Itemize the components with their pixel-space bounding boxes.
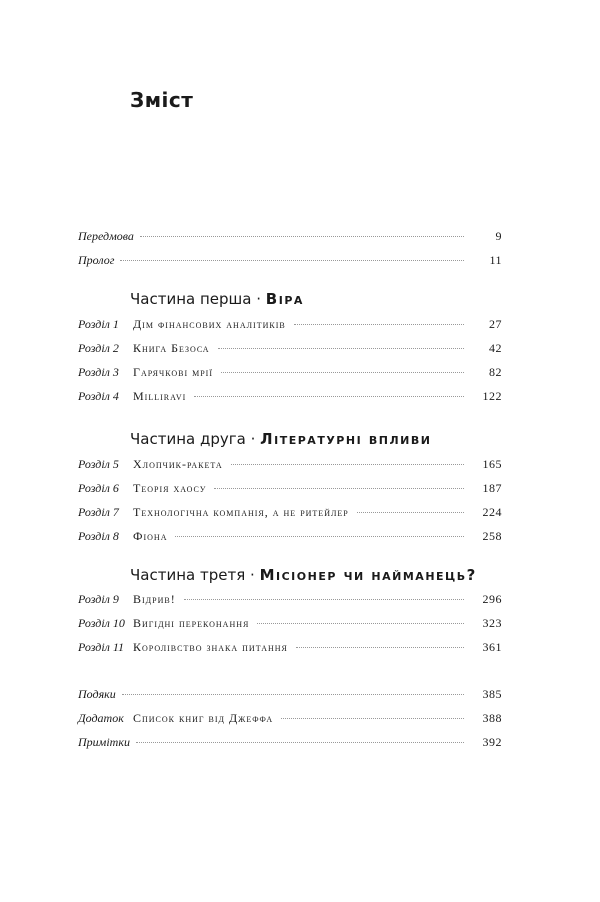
chapter-label: Розділ 1 [78, 317, 119, 331]
chapter-title: Теорія хаосу [133, 481, 207, 495]
chapter-title: Технологічна компанія, а не ритейлер [133, 505, 349, 519]
toc-entry[interactable] [78, 253, 502, 271]
toc-entry[interactable] [78, 592, 502, 610]
page-number: 11 [489, 253, 502, 267]
leader-dots [231, 464, 464, 465]
toc-entry[interactable] [78, 616, 502, 634]
page-number: 187 [482, 481, 502, 495]
chapter-title: Відрив! [133, 592, 176, 606]
page-number: 392 [482, 735, 502, 749]
leader-dots [194, 396, 464, 397]
page-number: 323 [482, 616, 502, 630]
chapter-title: Milliravi [133, 389, 187, 403]
chapter-label: Розділ 5 [78, 457, 119, 471]
chapter-label: Розділ 9 [78, 592, 119, 606]
page-number: 224 [482, 505, 502, 519]
page-number: 9 [495, 229, 502, 243]
leader-dots [294, 324, 464, 325]
chapter-label: Розділ 8 [78, 529, 119, 543]
leader-dots [140, 236, 464, 237]
leader-dots [214, 488, 464, 489]
entry-title: Список книг від Джеффа [133, 711, 274, 725]
toc-entry[interactable] [78, 229, 502, 247]
toc-entry[interactable] [78, 529, 502, 547]
page-number: 385 [482, 687, 502, 701]
chapter-title: Книга Безоса [133, 341, 210, 355]
toc-entry[interactable] [78, 640, 502, 658]
toc-entry[interactable] [78, 711, 502, 729]
chapter-title: Вигідні переконання [133, 616, 250, 630]
leader-dots [136, 742, 464, 743]
entry-label: Передмова [78, 229, 134, 243]
toc-entry[interactable] [78, 457, 502, 475]
page-number: 296 [482, 592, 502, 606]
leader-dots [218, 348, 464, 349]
entry-label: Примітки [78, 735, 130, 749]
part-heading: Частина третя · Місіонер чи найманець? [130, 566, 477, 584]
page-title: Зміст [130, 88, 194, 112]
chapter-label: Розділ 10 [78, 616, 125, 630]
page-number: 388 [482, 711, 502, 725]
toc-entry[interactable] [78, 341, 502, 359]
toc-entry[interactable] [78, 481, 502, 499]
page-number: 361 [482, 640, 502, 654]
page-number: 122 [482, 389, 502, 403]
leader-dots [296, 647, 464, 648]
toc-entry[interactable] [78, 735, 502, 753]
page-number: 82 [489, 365, 502, 379]
page-number: 258 [482, 529, 502, 543]
page-number: 27 [489, 317, 502, 331]
chapter-label: Розділ 6 [78, 481, 119, 495]
chapter-title: Дім фінансових аналітиків [133, 317, 286, 331]
toc-entry[interactable] [78, 389, 502, 407]
page-number: 165 [482, 457, 502, 471]
leader-dots [257, 623, 464, 624]
leader-dots [122, 694, 464, 695]
leader-dots [357, 512, 464, 513]
toc-entry[interactable] [78, 365, 502, 383]
chapter-label: Розділ 7 [78, 505, 119, 519]
entry-label: Пролог [78, 253, 115, 267]
chapter-title: Хлопчик-ракета [133, 457, 223, 471]
leader-dots [281, 718, 464, 719]
toc-entry[interactable] [78, 317, 502, 335]
leader-dots [184, 599, 464, 600]
entry-label: Додаток [78, 711, 124, 725]
chapter-label: Розділ 11 [78, 640, 125, 654]
part-heading: Частина друга · Літературні впливи [130, 430, 432, 448]
chapter-label: Розділ 3 [78, 365, 119, 379]
page-number: 42 [489, 341, 502, 355]
toc-entry[interactable] [78, 687, 502, 705]
toc-entry[interactable] [78, 505, 502, 523]
leader-dots [175, 536, 464, 537]
chapter-title: Королівство знака питання [133, 640, 288, 654]
entry-label: Подяки [78, 687, 116, 701]
leader-dots [120, 260, 464, 261]
chapter-title: Фіона [133, 529, 168, 543]
chapter-label: Розділ 4 [78, 389, 119, 403]
chapter-label: Розділ 2 [78, 341, 119, 355]
leader-dots [221, 372, 464, 373]
part-heading: Частина перша · Віра [130, 290, 304, 308]
chapter-title: Гарячкові мрії [133, 365, 213, 379]
